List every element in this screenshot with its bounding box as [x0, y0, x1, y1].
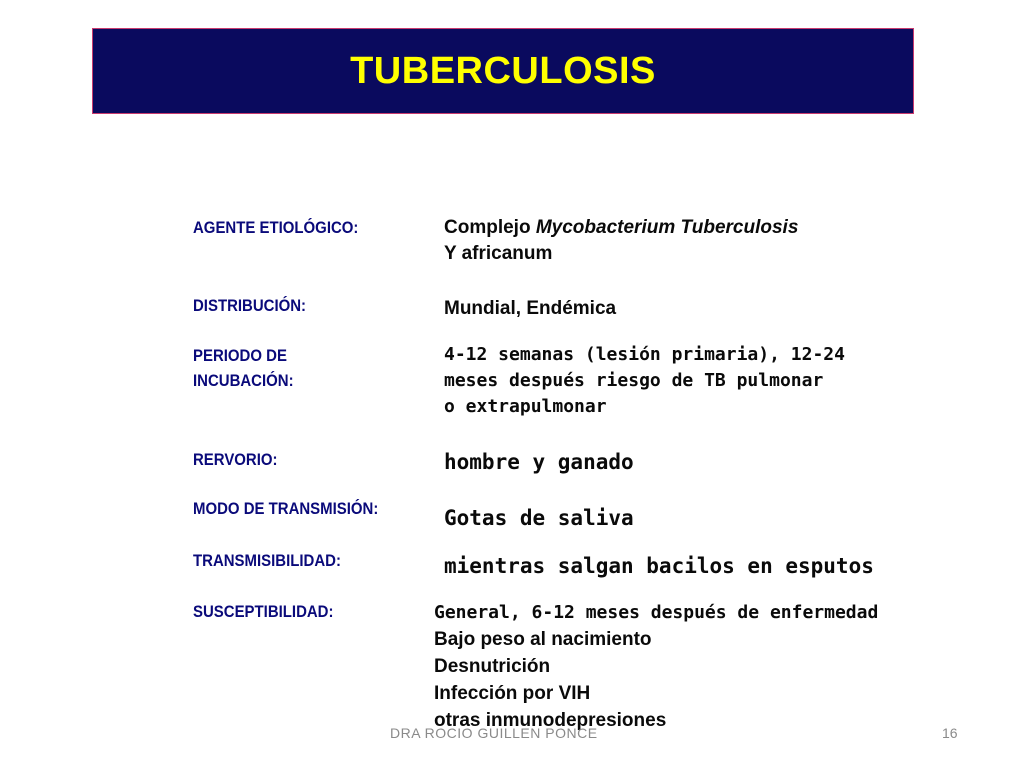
page-number: 16	[942, 725, 958, 741]
label-transmisibilidad: TRANSMISIBILIDAD:	[193, 551, 341, 570]
value-periodo-incubacion	[444, 342, 845, 420]
value-agente-line2: Y africanum	[444, 243, 553, 264]
value-susceptibilidad-line5: otras inmunodepresiones	[434, 710, 667, 731]
value-modo-transmision: Gotas de saliva	[444, 506, 634, 530]
value-susceptibilidad-line3: Desnutrición	[434, 656, 551, 677]
value-agente-etiologico	[444, 215, 798, 267]
label-susceptibilidad: SUSCEPTIBILIDAD:	[193, 602, 334, 621]
value-periodo-line1: 4-12 semanas (lesión primaria), 12-24	[444, 344, 845, 365]
value-susceptibilidad-line1: General, 6-12 meses después de enfermedad	[434, 602, 879, 623]
label-periodo-line1: PERIODO DE	[193, 346, 287, 365]
label-periodo-line2: INCUBACIÓN:	[193, 371, 294, 390]
label-periodo-incubacion	[193, 343, 294, 393]
value-agente-prefix: Complejo	[444, 217, 536, 238]
value-agente-italic: Mycobacterium Tuberculosis	[535, 217, 799, 238]
label-reservorio: RERVORIO:	[193, 450, 278, 469]
footer-author: DRA ROCIO GUILLEN PONCE	[390, 725, 598, 741]
value-susceptibilidad	[434, 599, 878, 734]
label-agente-etiologico: AGENTE ETIOLÓGICO:	[193, 218, 359, 237]
value-distribucion: Mundial, Endémica	[444, 298, 617, 319]
label-modo-transmision: MODO DE TRANSMISIÓN:	[193, 499, 379, 518]
label-distribucion: DISTRIBUCIÓN:	[193, 296, 307, 315]
value-reservorio: hombre y ganado	[444, 450, 634, 474]
value-agente-line1	[444, 215, 798, 241]
slide-title: TUBERCULOSIS	[350, 49, 656, 92]
value-periodo-line2: meses después riesgo de TB pulmonar	[444, 370, 824, 391]
value-susceptibilidad-line2: Bajo peso al nacimiento	[434, 629, 652, 650]
value-susceptibilidad-line4: Infección por VIH	[434, 683, 591, 704]
title-banner	[92, 28, 914, 114]
value-transmisibilidad: mientras salgan bacilos en esputos	[444, 554, 874, 578]
value-periodo-line3: o extrapulmonar	[444, 396, 607, 417]
